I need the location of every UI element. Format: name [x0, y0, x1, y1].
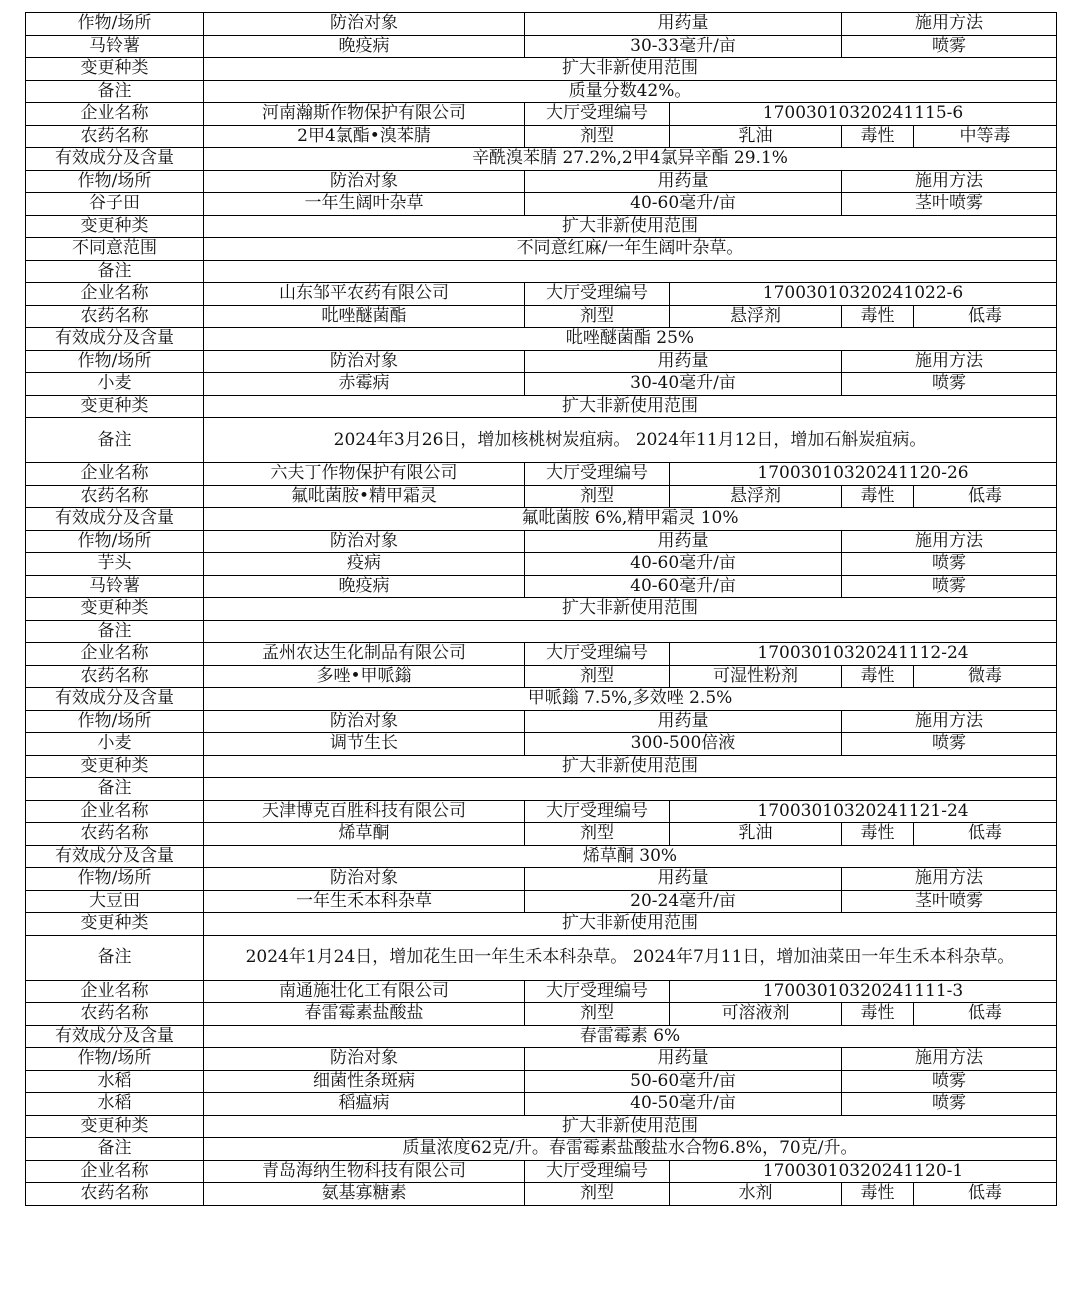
use-header-row	[26, 710, 1057, 733]
table-cell: 六夫丁作物保护有限公司	[204, 463, 525, 486]
table-cell: 备注	[26, 620, 204, 643]
table-cell: 烯草酮	[204, 823, 525, 846]
table-cell: 喷雾	[842, 1093, 1057, 1116]
table-cell: 扩大非新使用范围	[204, 913, 1057, 936]
table-cell: 作物/场所	[26, 710, 204, 733]
table-cell: 17003010320241111-3	[670, 980, 1057, 1003]
table-cell: 喷雾	[842, 575, 1057, 598]
change-type-row	[26, 913, 1057, 936]
table-cell: 用药量	[525, 530, 842, 553]
table-cell: 企业名称	[26, 1160, 204, 1183]
table-cell: 2甲4氯酯•溴苯腈	[204, 125, 525, 148]
table-cell: 大厅受理编号	[525, 463, 670, 486]
table-cell: 氟吡菌胺•精甲霜灵	[204, 485, 525, 508]
table-cell: 扩大非新使用范围	[204, 1115, 1057, 1138]
table-cell: 变更种类	[26, 58, 204, 81]
company-row	[26, 1160, 1057, 1183]
table-cell: 17003010320241112-24	[670, 643, 1057, 666]
table-cell: 芋头	[26, 553, 204, 576]
table-cell: 备注	[26, 418, 204, 463]
use-row	[26, 733, 1057, 756]
table-cell: 孟州农达生化制品有限公司	[204, 643, 525, 666]
remark-row	[26, 260, 1057, 283]
table-cell: 变更种类	[26, 913, 204, 936]
table-cell: 有效成分及含量	[26, 845, 204, 868]
table-cell: 水稻	[26, 1093, 204, 1116]
table-cell: 用药量	[525, 350, 842, 373]
table-cell: 大厅受理编号	[525, 643, 670, 666]
table-cell: 扩大非新使用范围	[204, 395, 1057, 418]
table-cell: 防治对象	[204, 868, 525, 891]
table-cell: 17003010320241120-26	[670, 463, 1057, 486]
table-cell: 大厅受理编号	[525, 1160, 670, 1183]
table-cell: 微毒	[914, 665, 1057, 688]
table-cell: 企业名称	[26, 463, 204, 486]
table-cell: 氟吡菌胺 6%,精甲霜灵 10%	[204, 508, 1057, 531]
table-cell: 农药名称	[26, 665, 204, 688]
table-cell: 企业名称	[26, 283, 204, 306]
table-cell: 小麦	[26, 373, 204, 396]
table-cell: 作物/场所	[26, 170, 204, 193]
table-cell: 作物/场所	[26, 1048, 204, 1071]
table-cell: 低毒	[914, 1183, 1057, 1206]
table-cell: 中等毒	[914, 125, 1057, 148]
table-cell: 毒性	[842, 305, 914, 328]
table-cell: 氨基寡糖素	[204, 1183, 525, 1206]
ingredient-row	[26, 508, 1057, 531]
table-cell: 防治对象	[204, 350, 525, 373]
table-cell: 毒性	[842, 665, 914, 688]
table-cell: 农药名称	[26, 1003, 204, 1026]
change-type-row	[26, 1115, 1057, 1138]
use-header-row	[26, 1048, 1057, 1071]
table-cell: 小麦	[26, 733, 204, 756]
table-cell: 农药名称	[26, 823, 204, 846]
table-cell: 备注	[26, 1138, 204, 1161]
table-cell: 作物/场所	[26, 350, 204, 373]
use-row	[26, 890, 1057, 913]
change-type-row	[26, 395, 1057, 418]
table-cell: 剂型	[525, 1183, 670, 1206]
table-cell: 毒性	[842, 1183, 914, 1206]
table-cell: 剂型	[525, 823, 670, 846]
table-cell: 剂型	[525, 1003, 670, 1026]
table-cell: 稻瘟病	[204, 1093, 525, 1116]
table-cell: 用药量	[525, 13, 842, 36]
table-cell: 低毒	[914, 823, 1057, 846]
pesticide-row	[26, 823, 1057, 846]
table-cell: 悬浮剂	[670, 485, 842, 508]
table-cell: 300-500倍液	[525, 733, 842, 756]
table-cell: 天津博克百胜科技有限公司	[204, 800, 525, 823]
table-cell: 17003010320241115-6	[670, 103, 1057, 126]
table-cell: 谷子田	[26, 193, 204, 216]
table-cell: 喷雾	[842, 733, 1057, 756]
table-cell: 变更种类	[26, 395, 204, 418]
table-cell: 一年生禾本科杂草	[204, 890, 525, 913]
use-header-row	[26, 13, 1057, 36]
table-cell: 扩大非新使用范围	[204, 215, 1057, 238]
company-row	[26, 800, 1057, 823]
table-cell: 企业名称	[26, 800, 204, 823]
pesticide-row	[26, 1003, 1057, 1026]
remark-row	[26, 620, 1057, 643]
table-cell: 疫病	[204, 553, 525, 576]
table-cell: 一年生阔叶杂草	[204, 193, 525, 216]
table-cell: 40-60毫升/亩	[525, 575, 842, 598]
table-cell: 变更种类	[26, 215, 204, 238]
table-cell: 甲哌鎓 7.5%,多效唑 2.5%	[204, 688, 1057, 711]
table-cell: 扩大非新使用范围	[204, 755, 1057, 778]
table-cell: 有效成分及含量	[26, 328, 204, 351]
table-cell: 2024年3月26日，增加核桃树炭疽病。 2024年11月12日，增加石斛炭疽病。	[204, 418, 1057, 463]
table-cell: 低毒	[914, 305, 1057, 328]
table-cell: 剂型	[525, 665, 670, 688]
use-row	[26, 1070, 1057, 1093]
company-row	[26, 643, 1057, 666]
table-cell: 毒性	[842, 485, 914, 508]
table-cell: 农药名称	[26, 305, 204, 328]
table-cell: 低毒	[914, 1003, 1057, 1026]
use-row	[26, 1093, 1057, 1116]
use-row	[26, 373, 1057, 396]
table-cell: 喷雾	[842, 35, 1057, 58]
table-cell: 喷雾	[842, 1070, 1057, 1093]
table-cell: 乳油	[670, 823, 842, 846]
table-cell: 企业名称	[26, 103, 204, 126]
table-cell: 乳油	[670, 125, 842, 148]
table-cell: 喷雾	[842, 373, 1057, 396]
table-cell: 河南瀚斯作物保护有限公司	[204, 103, 525, 126]
table-cell: 吡唑醚菌酯 25%	[204, 328, 1057, 351]
table-cell: 17003010320241121-24	[670, 800, 1057, 823]
table-cell: 变更种类	[26, 1115, 204, 1138]
table-cell: 用药量	[525, 1048, 842, 1071]
table-cell: 青岛海纳生物科技有限公司	[204, 1160, 525, 1183]
table-cell: 17003010320241120-1	[670, 1160, 1057, 1183]
table-cell: 30-33毫升/亩	[525, 35, 842, 58]
table-cell: 细菌性条斑病	[204, 1070, 525, 1093]
table-cell: 剂型	[525, 485, 670, 508]
rejected-row	[26, 238, 1057, 261]
table-cell: 备注	[26, 935, 204, 980]
table-cell: 马铃薯	[26, 35, 204, 58]
table-cell: 50-60毫升/亩	[525, 1070, 842, 1093]
table-cell: 质量分数42%。	[204, 80, 1057, 103]
table-cell: 马铃薯	[26, 575, 204, 598]
table-cell: 有效成分及含量	[26, 1025, 204, 1048]
use-row	[26, 575, 1057, 598]
table-cell: 农药名称	[26, 125, 204, 148]
table-cell: 作物/场所	[26, 868, 204, 891]
ingredient-row	[26, 688, 1057, 711]
table-cell: 多唑•甲哌鎓	[204, 665, 525, 688]
table-cell: 水剂	[670, 1183, 842, 1206]
table-cell: 茎叶喷雾	[842, 890, 1057, 913]
table-cell: 施用方法	[842, 170, 1057, 193]
table-cell: 40-60毫升/亩	[525, 553, 842, 576]
table-cell: 大厅受理编号	[525, 103, 670, 126]
table-cell: 农药名称	[26, 1183, 204, 1206]
table-cell: 赤霉病	[204, 373, 525, 396]
table-cell: 施用方法	[842, 710, 1057, 733]
table-cell	[204, 620, 1057, 643]
table-cell: 不同意红麻/一年生阔叶杂草。	[204, 238, 1057, 261]
ingredient-row	[26, 845, 1057, 868]
table-cell: 南通施壮化工有限公司	[204, 980, 525, 1003]
table-cell: 毒性	[842, 1003, 914, 1026]
remark-row	[26, 935, 1057, 980]
use-row	[26, 553, 1057, 576]
pesticide-row	[26, 665, 1057, 688]
table-cell: 企业名称	[26, 980, 204, 1003]
table-cell: 农药名称	[26, 485, 204, 508]
table-cell: 有效成分及含量	[26, 148, 204, 171]
change-type-row	[26, 215, 1057, 238]
table-cell: 扩大非新使用范围	[204, 598, 1057, 621]
change-type-row	[26, 755, 1057, 778]
table-cell: 春雷霉素 6%	[204, 1025, 1057, 1048]
table-cell: 可湿性粉剂	[670, 665, 842, 688]
table-cell: 40-50毫升/亩	[525, 1093, 842, 1116]
company-row	[26, 283, 1057, 306]
table-cell: 毒性	[842, 823, 914, 846]
table-cell: 防治对象	[204, 710, 525, 733]
pesticide-row	[26, 125, 1057, 148]
use-header-row	[26, 530, 1057, 553]
table-cell: 施用方法	[842, 1048, 1057, 1071]
table-cell: 悬浮剂	[670, 305, 842, 328]
table-cell: 不同意范围	[26, 238, 204, 261]
table-cell: 20-24毫升/亩	[525, 890, 842, 913]
ingredient-row	[26, 328, 1057, 351]
remark-row	[26, 1138, 1057, 1161]
table-cell	[204, 260, 1057, 283]
table-cell: 扩大非新使用范围	[204, 58, 1057, 81]
table-cell: 变更种类	[26, 755, 204, 778]
table-cell: 变更种类	[26, 598, 204, 621]
table-cell: 调节生长	[204, 733, 525, 756]
table-cell: 用药量	[525, 170, 842, 193]
table-cell: 茎叶喷雾	[842, 193, 1057, 216]
use-header-row	[26, 350, 1057, 373]
table-cell: 施用方法	[842, 530, 1057, 553]
table-cell: 40-60毫升/亩	[525, 193, 842, 216]
table-cell: 备注	[26, 778, 204, 801]
pesticide-row	[26, 1183, 1057, 1206]
table-cell: 剂型	[525, 305, 670, 328]
table-cell: 春雷霉素盐酸盐	[204, 1003, 525, 1026]
company-row	[26, 103, 1057, 126]
table-cell: 施用方法	[842, 868, 1057, 891]
table-cell: 烯草酮 30%	[204, 845, 1057, 868]
table-cell: 辛酰溴苯腈 27.2%,2甲4氯异辛酯 29.1%	[204, 148, 1057, 171]
table-cell: 大厅受理编号	[525, 800, 670, 823]
table-cell: 毒性	[842, 125, 914, 148]
use-header-row	[26, 868, 1057, 891]
use-row	[26, 35, 1057, 58]
table-cell: 防治对象	[204, 13, 525, 36]
table-cell: 低毒	[914, 485, 1057, 508]
pesticide-row	[26, 305, 1057, 328]
change-type-row	[26, 598, 1057, 621]
pesticide-row	[26, 485, 1057, 508]
table-cell: 施用方法	[842, 350, 1057, 373]
table-cell: 17003010320241022-6	[670, 283, 1057, 306]
table-body	[26, 13, 1057, 1206]
table-cell: 质量浓度62克/升。春雷霉素盐酸盐水合物6.8%，70克/升。	[204, 1138, 1057, 1161]
table-cell: 防治对象	[204, 170, 525, 193]
use-row	[26, 193, 1057, 216]
table-cell: 晚疫病	[204, 35, 525, 58]
table-cell: 30-40毫升/亩	[525, 373, 842, 396]
table-cell: 施用方法	[842, 13, 1057, 36]
table-cell: 企业名称	[26, 643, 204, 666]
table-cell: 备注	[26, 260, 204, 283]
table-cell: 山东邹平农药有限公司	[204, 283, 525, 306]
table-cell: 防治对象	[204, 1048, 525, 1071]
company-row	[26, 980, 1057, 1003]
remark-row	[26, 80, 1057, 103]
table-cell: 作物/场所	[26, 13, 204, 36]
table-cell: 吡唑醚菌酯	[204, 305, 525, 328]
table-cell: 作物/场所	[26, 530, 204, 553]
table-cell: 用药量	[525, 710, 842, 733]
table-cell: 可溶液剂	[670, 1003, 842, 1026]
ingredient-row	[26, 148, 1057, 171]
registration-table	[25, 12, 1057, 1206]
table-cell	[204, 778, 1057, 801]
change-type-row	[26, 58, 1057, 81]
table-cell: 水稻	[26, 1070, 204, 1093]
remark-row	[26, 418, 1057, 463]
table-cell: 防治对象	[204, 530, 525, 553]
ingredient-row	[26, 1025, 1057, 1048]
company-row	[26, 463, 1057, 486]
table-cell: 大豆田	[26, 890, 204, 913]
table-cell: 用药量	[525, 868, 842, 891]
table-cell: 剂型	[525, 125, 670, 148]
table-cell: 有效成分及含量	[26, 508, 204, 531]
table-cell: 有效成分及含量	[26, 688, 204, 711]
table-cell: 喷雾	[842, 553, 1057, 576]
table-cell: 大厅受理编号	[525, 283, 670, 306]
remark-row	[26, 778, 1057, 801]
table-cell: 晚疫病	[204, 575, 525, 598]
use-header-row	[26, 170, 1057, 193]
table-cell: 大厅受理编号	[525, 980, 670, 1003]
table-cell: 备注	[26, 80, 204, 103]
table-cell: 2024年1月24日，增加花生田一年生禾本科杂草。 2024年7月11日，增加油菜田一年生禾本科杂草。	[204, 935, 1057, 980]
